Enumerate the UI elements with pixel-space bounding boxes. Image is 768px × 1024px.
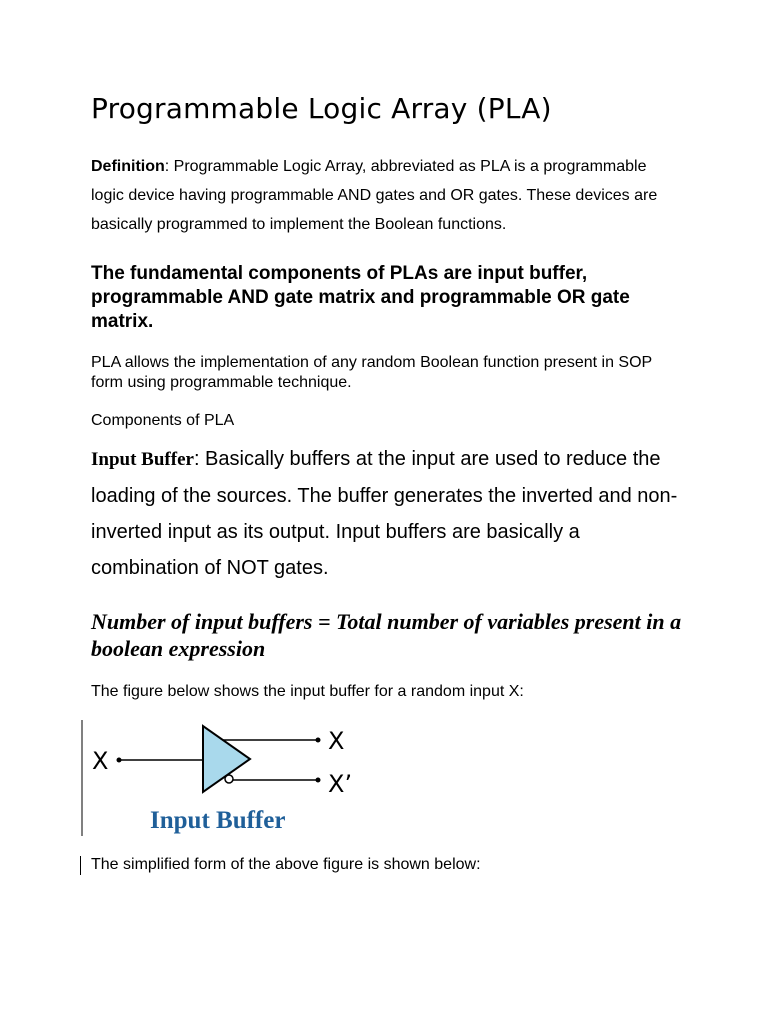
diagram-inverted-output-label: X’ [328, 770, 353, 798]
margin-bar [80, 856, 81, 875]
output-node-dot [316, 738, 321, 743]
page-title: Programmable Logic Array (PLA) [91, 92, 552, 125]
components-heading: Components of PLA [91, 412, 235, 429]
figure-caption-label: Input Buffer [150, 807, 286, 834]
input-buffer-label: Input Buffer [91, 449, 194, 470]
diagram-output-label: X [328, 727, 345, 755]
definition-paragraph [91, 152, 681, 239]
definition-label: Definition [91, 158, 165, 175]
diagram-input-label: X [92, 747, 109, 775]
simplified-figure-text: The simplified form of the above figure is shown below: [91, 856, 481, 873]
input-buffer-paragraph [91, 441, 691, 586]
figure-intro-text: The figure below shows the input buffer for a random input X: [91, 683, 524, 700]
definition-text: : Programmable Logic Array, abbreviated as PLA is a programmable logic device having programmable AND gates and OR gates. These devices are basically programmed to implement the Boolean functions. [91, 158, 658, 233]
components-summary-heading: The fundamental components of PLAs are input buffer, programmable AND gate matrix and programmable OR gate matrix. [91, 263, 630, 332]
pla-description-paragraph: PLA allows the implementation of any random Boolean function present in SOP form using programmable technique. [91, 354, 652, 391]
input-buffer-text: : Basically buffers at the input are used to reduce the loading of the sources. The buffer generates the inverted and non-inverted input as its output. Input buffers are basically a combination of NOT gates. [91, 448, 678, 579]
inverted-output-node-dot [316, 778, 321, 783]
input-buffer-figure [80, 718, 380, 836]
input-buffer-formula: Number of input buffers = Total number of variables present in a boolean expression [91, 609, 682, 661]
inverter-bubble-icon [225, 775, 233, 783]
input-buffer-diagram [80, 718, 380, 836]
